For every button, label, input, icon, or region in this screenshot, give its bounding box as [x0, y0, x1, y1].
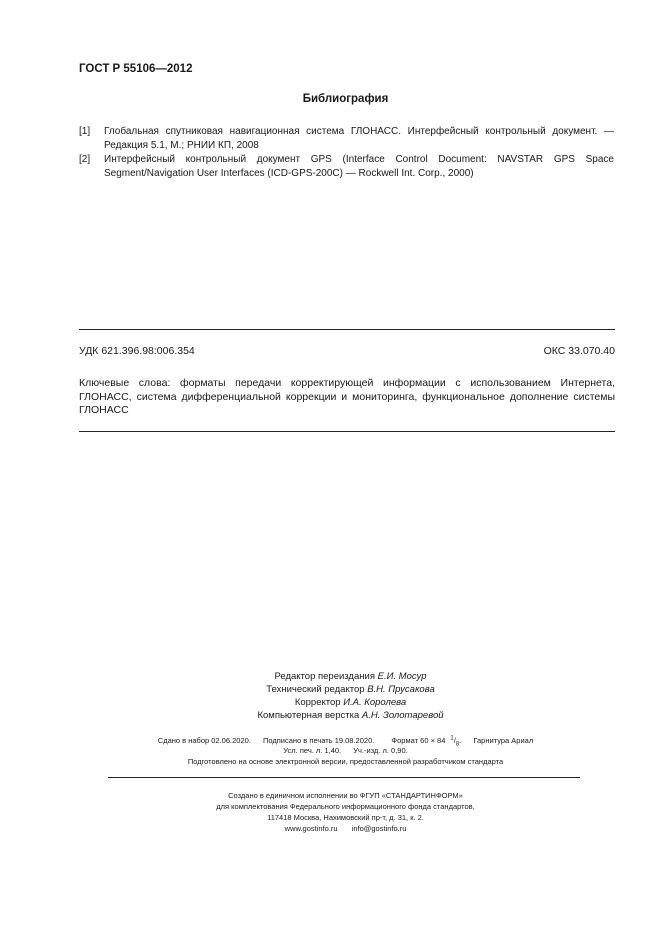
- print-sheets: Усл. печ. л. 1,40.: [283, 746, 342, 755]
- publication-sheets: Уч.-изд. л. 0,90.: [353, 746, 408, 755]
- credit-role: Корректор: [294, 697, 341, 708]
- credit-role: Технический редактор: [266, 684, 365, 695]
- credit-name: И.А. Королева: [343, 697, 407, 708]
- prepared-note: Подготовлено на основе электронной версии, предоставленной разработчиком стандарта: [187, 757, 504, 766]
- credit-line: [40, 709, 661, 722]
- credit-name: Е.И. Мосур: [377, 671, 427, 682]
- publisher-block: [0, 790, 661, 834]
- credit-role: Компьютерная верстка: [257, 710, 360, 721]
- credit-name: В.Н. Прусакова: [367, 684, 435, 695]
- credit-line: [40, 670, 661, 683]
- credit-name: А.Н. Золотаревой: [361, 710, 444, 721]
- bibliography-title: Библиография: [302, 93, 389, 105]
- signed-date: Подписано в печать 19.08.2020.: [262, 735, 375, 745]
- publisher-address: 117418 Москва, Нахимовский пр-т, д. 31, к. 2.: [267, 813, 424, 822]
- imprint-line: [0, 746, 661, 755]
- oks-code: ОКС 33.070.40: [543, 345, 615, 357]
- submitted-date: Сдано в набор 02.06.2020.: [157, 735, 251, 745]
- reference-number: [1]: [79, 126, 91, 137]
- divider-top: [79, 329, 615, 330]
- publisher-line: Создано в единичном исполнении во ФГУП «СТАНДАРТИНФОРМ»: [228, 791, 463, 800]
- udk-code: УДК 621.396.98:006.354: [79, 345, 195, 357]
- reference-text: Глобальная спутниковая навигационная система ГЛОНАСС. Интерфейсный контрольный документ. — Редакция 5.1, М.; РНИИ КП, 2008: [104, 126, 614, 151]
- divider-imprint: [108, 777, 580, 778]
- standard-code: ГОСТ Р 55106—2012: [79, 63, 193, 75]
- publisher-line: для комплектования Федерального информационного фонда стандартов,: [216, 802, 475, 811]
- publisher-contacts: [30, 823, 661, 834]
- divider-bottom: [79, 431, 615, 432]
- email-link[interactable]: info@gostinfo.ru: [351, 824, 407, 833]
- credit-line: [40, 683, 661, 696]
- editorial-credits: [0, 670, 661, 722]
- credit-role: Редактор переиздания: [274, 671, 375, 682]
- reference-text: Интерфейсный контрольный документ GPS (Interface Control Document: NAVSTAR GPS Space Segment/Navigation User Interfaces (ICD-GPS-200C) — Rockwell Int. Corp., 2000): [104, 154, 614, 179]
- keywords-paragraph: Ключевые слова: форматы передачи корректирующей информации с использованием Интернета, ГЛОНАСС, система дифференциальной коррекции и мониторинга, функциональное дополнение системы ГЛОНАСС: [79, 377, 615, 416]
- website-link[interactable]: www.gostinfo.ru: [284, 824, 338, 833]
- reference-number: [2]: [79, 154, 91, 165]
- paper-format: Формат 60 × 84 $^1/_8$.: [391, 735, 462, 747]
- credit-line: [40, 696, 661, 709]
- typeface: Гарнитура Ариал: [473, 735, 534, 745]
